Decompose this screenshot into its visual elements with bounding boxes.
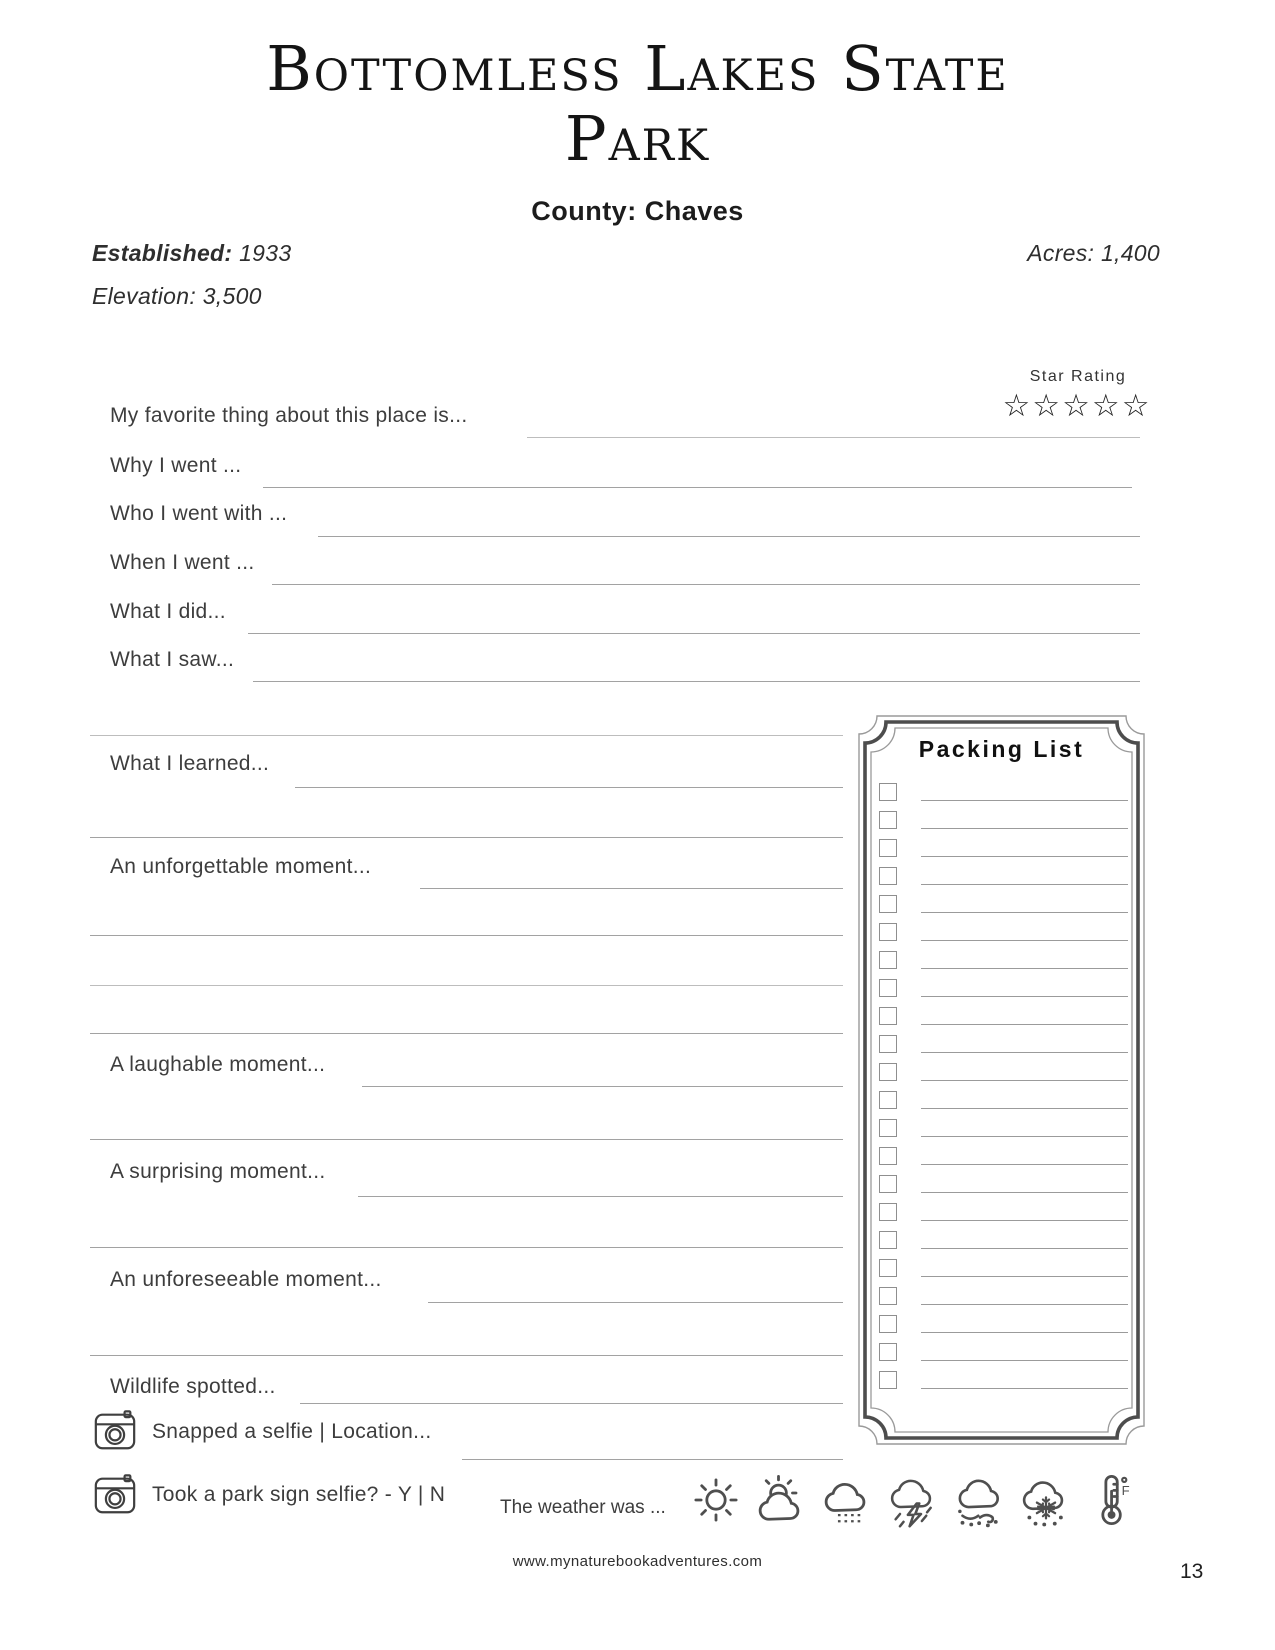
- packing-checkbox[interactable]: [879, 1259, 897, 1277]
- selfie-snapped-label: Snapped a selfie | Location...: [152, 1420, 432, 1443]
- packing-item-line[interactable]: [921, 940, 1128, 941]
- camera-icon: [92, 1472, 138, 1518]
- packing-list-row: [879, 1311, 1128, 1339]
- website-url: www.mynaturebookadventures.com: [512, 1553, 763, 1570]
- elevation-value: 3,500: [202, 283, 262, 309]
- packing-checkbox[interactable]: [879, 979, 897, 997]
- established-label: Established:: [92, 240, 233, 266]
- packing-list-row: [879, 807, 1128, 835]
- packing-list-row: [879, 1171, 1128, 1199]
- prompt-when: When I went ...: [110, 551, 255, 574]
- packing-checkbox[interactable]: [879, 895, 897, 913]
- packing-checkbox[interactable]: [879, 1035, 897, 1053]
- star-icon[interactable]: ☆: [1121, 388, 1152, 424]
- packing-list-row: [879, 1115, 1128, 1143]
- answer-line-favorite[interactable]: [527, 437, 1140, 438]
- packing-checkbox[interactable]: [879, 1203, 897, 1221]
- packing-checkbox[interactable]: [879, 1315, 897, 1333]
- answer-line-learned[interactable]: [295, 787, 843, 788]
- packing-item-line[interactable]: [921, 1276, 1128, 1277]
- county: [0, 196, 1275, 227]
- packing-item-line[interactable]: [921, 1052, 1128, 1053]
- rain-icon[interactable]: [820, 1472, 876, 1528]
- packing-list-row: [879, 1087, 1128, 1115]
- writing-line[interactable]: [90, 1033, 843, 1034]
- packing-checkbox[interactable]: [879, 783, 897, 801]
- packing-list-row: [879, 1059, 1128, 1087]
- snow-icon[interactable]: [1018, 1472, 1074, 1528]
- star-icon[interactable]: ☆: [1002, 388, 1033, 424]
- star-icon[interactable]: ☆: [1062, 388, 1092, 424]
- writing-line[interactable]: [90, 1247, 843, 1248]
- county-value: Chaves: [644, 196, 744, 226]
- packing-item-line[interactable]: [921, 856, 1128, 857]
- packing-list-row: [879, 1143, 1128, 1171]
- prompt-who: Who I went with ...: [110, 502, 288, 525]
- writing-line[interactable]: [90, 935, 843, 936]
- packing-checkbox[interactable]: [879, 1175, 897, 1193]
- packing-checkbox[interactable]: [879, 811, 897, 829]
- acres-value: 1,400: [1100, 240, 1160, 266]
- star-icon[interactable]: ☆: [1032, 388, 1063, 424]
- packing-item-line[interactable]: [921, 1164, 1128, 1165]
- star-row: [987, 388, 1167, 424]
- packing-checkbox[interactable]: [879, 867, 897, 885]
- packing-list-row: [879, 1031, 1128, 1059]
- packing-checkbox[interactable]: [879, 839, 897, 857]
- page-title: [0, 34, 1275, 174]
- packing-checkbox[interactable]: [879, 1371, 897, 1389]
- packing-item-line[interactable]: [921, 800, 1128, 801]
- packing-list-row: [879, 919, 1128, 947]
- packing-list-row: [879, 1199, 1128, 1227]
- packing-checkbox[interactable]: [879, 1063, 897, 1081]
- packing-item-line[interactable]: [921, 1080, 1128, 1081]
- packing-list-row: [879, 947, 1128, 975]
- acres: [1027, 240, 1160, 267]
- answer-line-saw[interactable]: [253, 681, 1140, 682]
- answer-line-unforeseeable[interactable]: [428, 1302, 843, 1303]
- packing-item-line[interactable]: [921, 996, 1128, 997]
- answer-line-wildlife[interactable]: [300, 1403, 843, 1404]
- packing-item-line[interactable]: [921, 1248, 1128, 1249]
- thunderstorm-icon[interactable]: [886, 1472, 942, 1528]
- prompt-surprising: A surprising moment...: [110, 1160, 326, 1183]
- elevation: [92, 283, 262, 310]
- camera-icon: [92, 1408, 138, 1454]
- prompt-learned: What I learned...: [110, 752, 270, 775]
- packing-item-line[interactable]: [921, 1360, 1128, 1361]
- packing-item-line[interactable]: [921, 1332, 1128, 1333]
- answer-line-when[interactable]: [272, 584, 1140, 585]
- packing-checkbox[interactable]: [879, 923, 897, 941]
- answer-line-surprising[interactable]: [358, 1196, 843, 1197]
- answer-line-selfie-location[interactable]: [462, 1459, 843, 1460]
- writing-line[interactable]: [90, 1355, 843, 1356]
- packing-checkbox[interactable]: [879, 1343, 897, 1361]
- prompt-favorite: My favorite thing about this place is...: [110, 404, 468, 427]
- packing-checkbox[interactable]: [879, 1147, 897, 1165]
- prompt-why: Why I went ...: [110, 454, 242, 477]
- selfie-sign-label: Took a park sign selfie? - Y | N: [152, 1483, 446, 1506]
- established: [92, 240, 291, 267]
- partly-cloudy-icon[interactable]: [754, 1472, 810, 1528]
- packing-list-row: [879, 863, 1128, 891]
- answer-line-why[interactable]: [263, 487, 1132, 488]
- weather-icons: [688, 1472, 1140, 1528]
- writing-line[interactable]: [90, 837, 843, 838]
- packing-item-line[interactable]: [921, 1388, 1128, 1389]
- county-label: County:: [531, 196, 637, 226]
- packing-checkbox[interactable]: [879, 1091, 897, 1109]
- packing-list-title: Packing List: [918, 736, 1085, 762]
- acres-label: Acres:: [1027, 240, 1095, 266]
- elevation-label: Elevation:: [92, 283, 197, 309]
- packing-item-line[interactable]: [921, 1220, 1128, 1221]
- packing-list-row: [879, 891, 1128, 919]
- packing-item-line[interactable]: [921, 884, 1128, 885]
- packing-item-line[interactable]: [921, 828, 1128, 829]
- prompt-did: What I did...: [110, 600, 226, 623]
- packing-list-row: [879, 975, 1128, 1003]
- packing-item-line[interactable]: [921, 912, 1128, 913]
- packing-list-row: [879, 1339, 1128, 1367]
- packing-checkbox[interactable]: [879, 1231, 897, 1249]
- packing-checkbox[interactable]: [879, 951, 897, 969]
- packing-item-line[interactable]: [921, 1024, 1128, 1025]
- prompt-unforgettable: An unforgettable moment...: [110, 855, 372, 878]
- sun-icon[interactable]: [688, 1472, 744, 1528]
- packing-checkbox[interactable]: [879, 1119, 897, 1137]
- page-number: 13: [1180, 1560, 1204, 1583]
- star-icon[interactable]: ☆: [1091, 388, 1122, 424]
- packing-item-line[interactable]: [921, 1136, 1128, 1137]
- page-title-line1: Bottomless Lakes State: [266, 32, 1009, 105]
- windy-icon[interactable]: [952, 1472, 1008, 1528]
- prompt-unforeseeable: An unforeseeable moment...: [110, 1268, 382, 1291]
- packing-list-row: [879, 1227, 1128, 1255]
- packing-item-line[interactable]: [921, 1192, 1128, 1193]
- weather-label: The weather was ...: [500, 1497, 666, 1518]
- page-title-line2: Park: [564, 102, 711, 176]
- writing-line[interactable]: [90, 1139, 843, 1140]
- packing-item-line[interactable]: [921, 1304, 1128, 1305]
- prompt-saw: What I saw...: [110, 648, 235, 671]
- thermometer-icon[interactable]: [1084, 1472, 1140, 1528]
- packing-list-row: [879, 779, 1128, 807]
- packing-list-row: [879, 1367, 1128, 1395]
- prompt-laughable: A laughable moment...: [110, 1053, 326, 1076]
- established-value: 1933: [239, 240, 292, 266]
- answer-line-laughable[interactable]: [362, 1086, 843, 1087]
- prompt-wildlife: Wildlife spotted...: [110, 1375, 276, 1398]
- answer-line-who[interactable]: [318, 536, 1140, 537]
- packing-list-row: [879, 1283, 1128, 1311]
- packing-item-line[interactable]: [921, 1108, 1128, 1109]
- writing-line[interactable]: [90, 985, 843, 986]
- packing-list-row: [879, 835, 1128, 863]
- svg-text:F: F: [1121, 1482, 1130, 1498]
- answer-line-did[interactable]: [248, 633, 1140, 634]
- star-rating-label: Star Rating: [1029, 368, 1127, 385]
- packing-list-rows: [879, 779, 1128, 1395]
- packing-checkbox[interactable]: [879, 1007, 897, 1025]
- packing-list-row: [879, 1003, 1128, 1031]
- writing-line[interactable]: [90, 735, 843, 736]
- answer-line-unforgettable[interactable]: [420, 888, 843, 889]
- packing-checkbox[interactable]: [879, 1287, 897, 1305]
- packing-item-line[interactable]: [921, 968, 1128, 969]
- packing-list-row: [879, 1255, 1128, 1283]
